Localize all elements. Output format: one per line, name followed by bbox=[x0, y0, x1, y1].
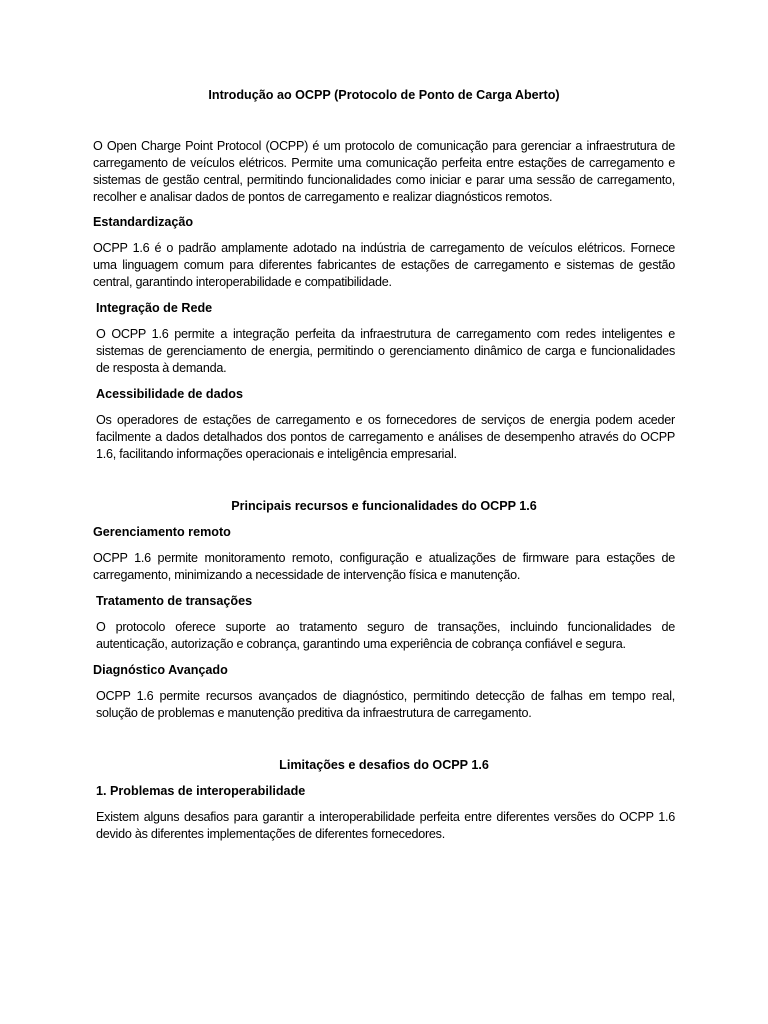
section-heading-gerenciamento-remoto: Gerenciamento remoto bbox=[93, 525, 231, 539]
section-heading-diagnostico-avancado: Diagnóstico Avançado bbox=[93, 663, 228, 677]
intro-paragraph: O Open Charge Point Protocol (OCPP) é um protocolo de comunicação para gerenciar a infraestrutura de carregamento de veículos elétricos. Permite uma comunicação perfeita entre estações de carregamento e sistemas de gestão central, permitindo funcionalidades como iniciar e parar uma sessão de carregamento, recolher e analisar dados de pontos de carregamento e realizar diagnósticos remotos. bbox=[93, 139, 675, 204]
section2-title: Principais recursos e funcionalidades do OCPP 1.6 bbox=[231, 499, 537, 513]
section-heading-acessibilidade-dados: Acessibilidade de dados bbox=[96, 387, 243, 401]
section-text-tratamento-transacoes: O protocolo oferece suporte ao tratamento seguro de transações, incluindo funcionalidades de autenticação, autorização e cobrança, garantindo uma experiência de cobrança confiável e segura. bbox=[96, 620, 675, 651]
section-text-integracao-rede: O OCPP 1.6 permite a integração perfeita da infraestrutura de carregamento com redes inteligentes e sistemas de gerenciamento de energia, permitindo o gerenciamento dinâmico de carga e funcionalidades de resposta à demanda. bbox=[96, 327, 675, 375]
section-text-estandardizacao: OCPP 1.6 é o padrão amplamente adotado na indústria de carregamento de veículos elétricos. Fornece uma linguagem comum para diferentes fabricantes de estações de carregamento e sistemas de gestão central, garantindo interoperabilidade e compatibilidade. bbox=[93, 241, 675, 289]
section-heading-interoperabilidade: 1. Problemas de interoperabilidade bbox=[96, 784, 306, 798]
document-page bbox=[93, 87, 675, 843]
document-title: Introdução ao OCPP (Protocolo de Ponto de Carga Aberto) bbox=[208, 88, 560, 102]
section-heading-integracao-rede: Integração de Rede bbox=[96, 301, 213, 315]
section-text-interoperabilidade: Existem alguns desafios para garantir a interoperabilidade perfeita entre diferentes versões do OCPP 1.6 devido às diferentes implementações de diferentes fornecedores. bbox=[96, 810, 675, 841]
section3-title: Limitações e desafios do OCPP 1.6 bbox=[279, 758, 489, 772]
section-text-gerenciamento-remoto: OCPP 1.6 permite monitoramento remoto, configuração e atualizações de firmware para estações de carregamento, minimizando a necessidade de intervenção física e manutenção. bbox=[93, 551, 675, 582]
section-heading-estandardizacao: Estandardização bbox=[93, 215, 194, 229]
section-text-acessibilidade-dados: Os operadores de estações de carregamento e os fornecedores de serviços de energia podem aceder facilmente a dados detalhados dos pontos de carregamento e análises de desempenho através do OCPP 1.6, facilitando informações operacionais e inteligência empresarial. bbox=[96, 413, 675, 461]
section-text-diagnostico-avancado: OCPP 1.6 permite recursos avançados de diagnóstico, permitindo detecção de falhas em tempo real, solução de problemas e manutenção preditiva da infraestrutura de carregamento. bbox=[96, 689, 675, 720]
section-heading-tratamento-transacoes: Tratamento de transações bbox=[96, 594, 253, 608]
